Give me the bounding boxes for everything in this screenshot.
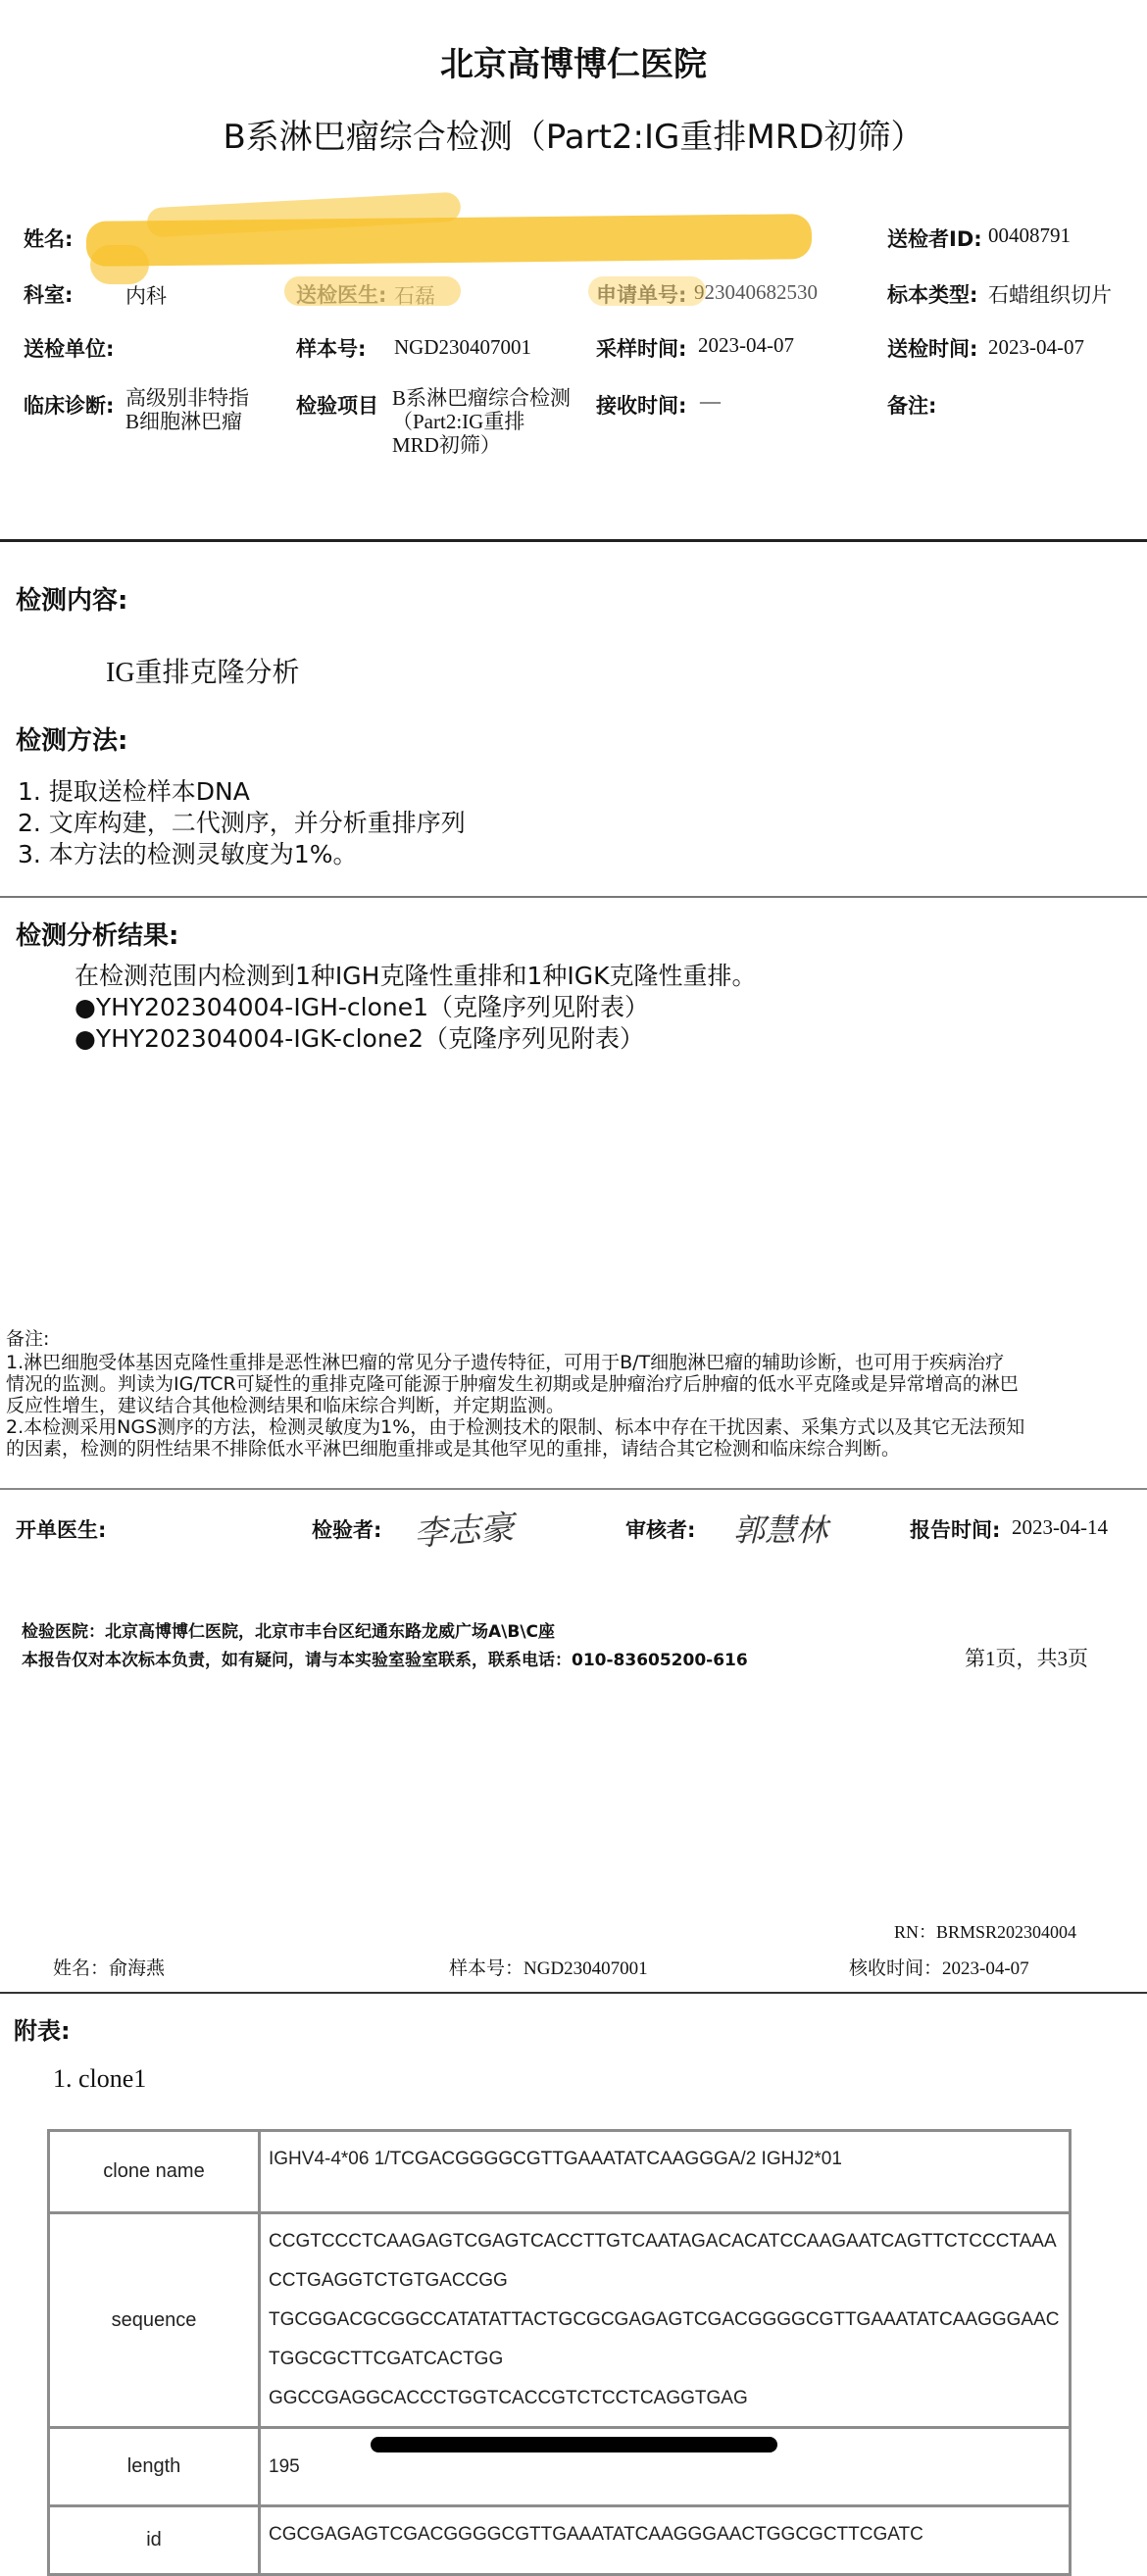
note-line: 的因素，检测的阴性结果不排除低水平淋巴细胞重排或是其他罕见的重排，请结合其它检测和临床综合判断。 <box>6 1438 901 1460</box>
table-row <box>49 2506 1071 2575</box>
page2-check-time: 核收时间：2023-04-07 <box>849 1958 1029 1979</box>
table-row <box>49 2131 1071 2213</box>
report-time-value: 2023-04-14 <box>1012 1515 1108 1539</box>
ordering-doctor-label: 开单医生: <box>16 1518 107 1542</box>
result-clone: ●YHY202304004-IGK-clone2（克隆序列见附表） <box>75 1024 644 1053</box>
clone-name-value: IGHV4-4*06 1/TCGACGGGGCGTTGAAATATCAAGGGA/2 IGHJ2*01 <box>260 2131 1071 2213</box>
send-label: 送检时间: <box>887 337 978 361</box>
collect-value: 2023-04-07 <box>698 333 794 357</box>
table-row <box>49 2213 1071 2428</box>
redaction-mark <box>284 276 461 306</box>
footer-disclaimer: 本报告仅对本次标本负责，如有疑问，请与本实验室验室联系，联系电话：010-83605200-616 <box>22 1651 748 1670</box>
hospital-name: 北京高博博仁医院 <box>440 45 707 84</box>
result-title: 检测分析结果: <box>16 921 179 951</box>
divider <box>0 1488 1147 1490</box>
diagnosis-value <box>125 386 249 433</box>
sequence-value <box>260 2213 1071 2428</box>
result-clone: ●YHY202304004-IGH-clone1（克隆序列见附表） <box>75 993 650 1021</box>
sequence-line: GGCCGAGGCACCCTGGTCACCGTCTCCTCAGGTGAG <box>269 2388 748 2408</box>
reviewer-signature: 郭慧林 <box>733 1512 828 1548</box>
dept-label: 科室: <box>24 283 74 307</box>
report-time-label: 报告时间: <box>910 1518 1001 1542</box>
id-header: id <box>49 2506 260 2575</box>
method-item: 2. 文库构建，二代测序，并分析重排序列 <box>18 809 466 837</box>
content-text: IG重排克隆分析 <box>106 658 300 688</box>
divider <box>0 1992 1147 1994</box>
sequence-header: sequence <box>49 2213 260 2428</box>
method-item: 3. 本方法的检测灵敏度为1%。 <box>18 840 358 868</box>
patient-name: 姓名：俞海燕 <box>53 1958 166 1979</box>
clone-name-header: clone name <box>49 2131 260 2213</box>
dept-value: 内科 <box>125 284 167 308</box>
reviewer-label: 审核者: <box>625 1518 696 1542</box>
note-line: 反应性增生，建议结合其他检测结果和临床综合判断，并定期监测。 <box>6 1395 566 1416</box>
sample-label: 样本号: <box>296 337 367 361</box>
item-line: B系淋巴瘤综合检测 <box>392 386 572 410</box>
length-value: 195 <box>260 2428 1071 2506</box>
diagnosis-label: 临床诊断: <box>24 394 115 418</box>
length-header: length <box>49 2428 260 2506</box>
appendix-title: 附表: <box>14 2017 71 2045</box>
method-item: 1. 提取送检样本DNA <box>18 777 250 806</box>
specimen-type-value: 石蜡组织切片 <box>988 283 1112 307</box>
note-line: 1.淋巴细胞受体基因克隆性重排是恶性淋巴瘤的常见分子遗传特征，可用于B/T细胞淋巴瘤的辅助诊断，也可用于疾病治疗 <box>6 1352 1005 1373</box>
notes-body <box>6 1352 1147 1460</box>
clone-table <box>47 2129 1072 2576</box>
submitter-id-label: 送检者ID: <box>887 227 982 251</box>
footer-address: 检验医院：北京高博博仁医院，北京市丰台区纪通东路龙威广场A\B\C座 <box>22 1622 556 1642</box>
collect-label: 采样时间: <box>596 337 687 361</box>
examiner-signature: 李志豪 <box>413 1510 516 1554</box>
clone-title: 1. clone1 <box>53 2064 147 2093</box>
rn-number: RN：BRMSR202304004 <box>894 1922 1077 1942</box>
application-label: 申请单号: <box>596 283 687 307</box>
submitter-id-value: 00408791 <box>988 223 1071 247</box>
receive-label: 接收时间: <box>596 394 687 418</box>
notes-title: 备注: <box>6 1328 50 1350</box>
name-label: 姓名: <box>24 227 74 251</box>
diagnosis-line: B细胞淋巴瘤 <box>125 410 243 433</box>
sample-value: NGD230407001 <box>394 335 531 359</box>
divider <box>0 896 1147 898</box>
examiner-label: 检验者: <box>312 1518 382 1542</box>
item-value <box>392 386 571 457</box>
home-indicator[interactable] <box>371 2437 777 2452</box>
sequence-line: CCGTCCCTCAAGAGTCGAGTCACCTTGTCAATAGACACATCCAAGAATCAGTTCTCCCTAAACCTGAGGTCTGTGACCGG <box>269 2231 1057 2291</box>
item-line: MRD初筛） <box>392 433 501 457</box>
sequence-line: TGCGGACGCGGCCATATATTACTGCGCGAGAGTCGACGGGGCGTTGAAATATCAAGGGAACTGGCGCTTCGATCACTGG <box>269 2309 1060 2369</box>
specimen-type-label: 标本类型: <box>887 283 978 307</box>
page2-sample: 样本号：NGD230407001 <box>449 1958 648 1979</box>
application-value: 923040682530 <box>694 280 818 304</box>
id-value: CGCGAGAGTCGACGGGGCGTTGAAATATCAAGGGAACTGGCGCTTCGATC <box>260 2506 1071 2575</box>
doctor-value: 石磊 <box>394 284 435 308</box>
doctor-label: 送检医生: <box>296 283 387 307</box>
report-title: B系淋巴瘤综合检测（Part2:IG重排MRD初筛） <box>223 118 924 157</box>
remark-label: 备注: <box>887 394 937 418</box>
content-title: 检测内容: <box>16 586 128 616</box>
note-line: 情况的监测。判读为IG/TCR可疑性的重排克隆可能源于肿瘤发生初期或是肿瘤治疗后肿瘤的低水平克隆或是异常增高的淋巴 <box>6 1373 1019 1395</box>
redaction-mark <box>588 276 706 306</box>
redaction-mark <box>90 245 149 284</box>
send-value: 2023-04-07 <box>988 335 1084 359</box>
item-label: 检验项目 <box>296 394 378 418</box>
result-summary: 在检测范围内检测到1种IGH克隆性重排和1种IGK克隆性重排。 <box>75 962 757 990</box>
method-title: 检测方法: <box>16 726 128 756</box>
item-line: （Part2:IG重排 <box>392 410 525 433</box>
receive-value: — <box>700 389 721 413</box>
unit-label: 送检单位: <box>24 337 115 361</box>
page-number: 第1页，共3页 <box>965 1647 1088 1670</box>
divider <box>0 539 1147 542</box>
diagnosis-line: 高级别非特指 <box>125 386 249 410</box>
note-line: 2.本检测采用NGS测序的方法，检测灵敏度为1%，由于检测技术的限制、标本中存在干扰因素、采集方式以及其它无法预知 <box>6 1416 1025 1438</box>
